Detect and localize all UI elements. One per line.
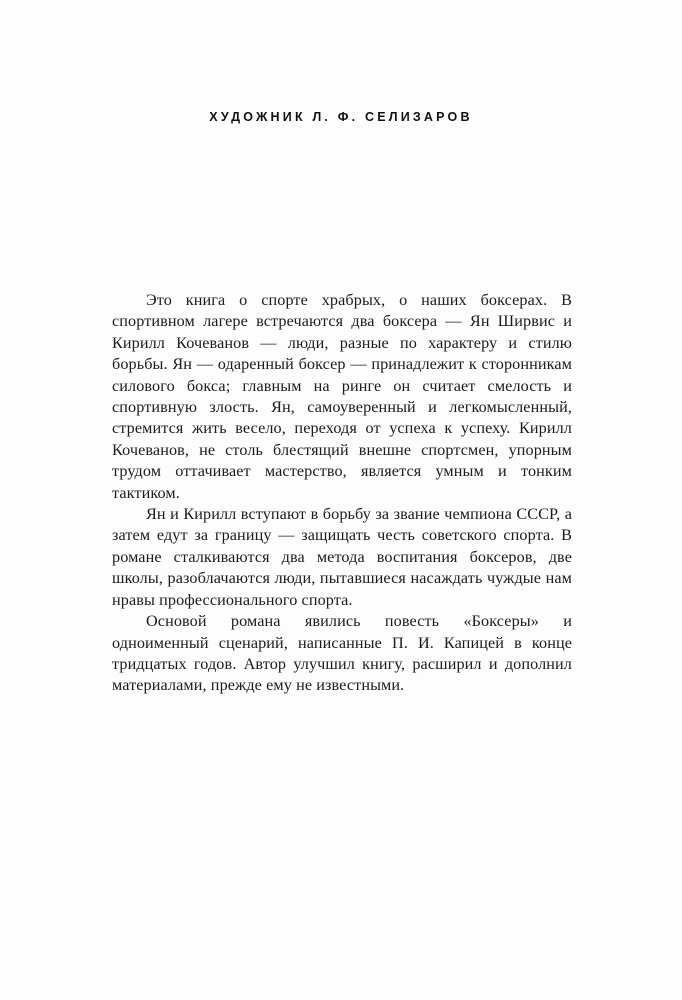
annotation-text-block [112, 290, 572, 697]
paragraph: Основой романа явились повесть «Боксеры» и одноименный сценарий, написанные П. И. Капицей в конце тридцатых годов. Автор улучшил книгу, расширил и дополнил материалами, прежде ему не известными. [112, 612, 572, 695]
page-title: ХУДОЖНИК Л. Ф. СЕЛИЗАРОВ [209, 110, 473, 124]
paragraph: Это книга о спорте храбрых, о наших боксерах. В спортивном лагере встречаются два боксера — Ян Ширвис и Кирилл Кочеванов — люди, разные по характеру и стилю борьбы. Ян — одаренный боксер — принадлежит к сторонникам силового бокса; главным на ринге он считает смелость и спортивную злость. Ян, самоуверенный и легкомысленный, стремится жить весело, переходя от успеха к успеху. Кирилл Кочеванов, не столь блестящий внешне спортсмен, упорным трудом оттачивает мастерство, является умным и тонким тактиком. [112, 291, 572, 502]
paragraph: Ян и Кирилл вступают в борьбу за звание чемпиона СССР, а затем едут за границу — защищать честь советского спорта. В романе сталкиваются два метода воспитания боксеров, две школы, разоблачаются люди, пытавшиеся насаждать чуждые нам нравы профессионального спорта. [112, 505, 572, 609]
